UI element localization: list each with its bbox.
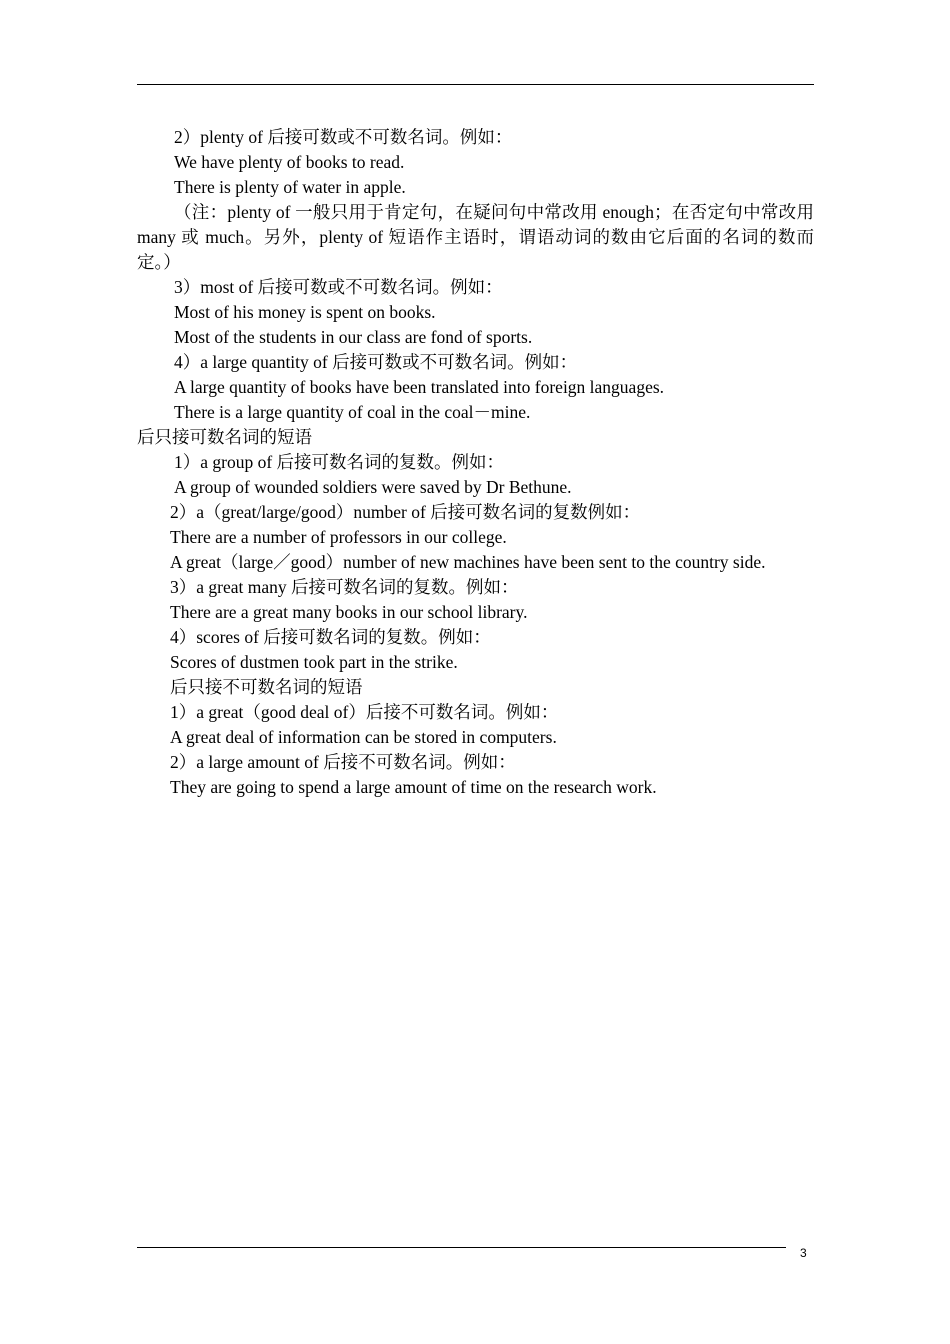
text-line: There is plenty of water in apple.	[174, 177, 406, 197]
text-line: There are a great many books in our school library.	[170, 602, 528, 622]
text-line: 3）most of 后接可数或不可数名词。例如：	[174, 277, 503, 297]
text-line: 1）a group of 后接可数名词的复数。例如：	[174, 452, 505, 472]
text-line: We have plenty of books to read.	[174, 152, 405, 172]
text-line: Most of the students in our class are fond of sports.	[174, 327, 533, 347]
text-line: They are going to spend a large amount of time on the research work.	[170, 777, 657, 797]
text-line: A great（large／good）number of new machines have been sent to the country side.	[170, 552, 766, 572]
text-line: Scores of dustmen took part in the strike.	[170, 652, 458, 672]
text-line: A large quantity of books have been translated into foreign languages.	[174, 377, 665, 397]
text-line: 2）a（great/large/good）number of 后接可数名词的复数例如：	[170, 502, 641, 522]
text-line: 4）scores of 后接可数名词的复数。例如：	[170, 627, 491, 647]
text-line: A group of wounded soldiers were saved by Dr Bethune.	[174, 477, 572, 497]
page-number: 3	[800, 1246, 807, 1260]
section-heading: 后只接不可数名词的短语	[170, 677, 363, 697]
text-line: 2）plenty of 后接可数或不可数名词。例如：	[174, 127, 513, 147]
document-body	[137, 125, 814, 800]
text-line: 1）a great（good deal of）后接不可数名词。例如：	[170, 702, 559, 722]
section-heading: 后只接可数名词的短语	[137, 427, 312, 447]
text-line: Most of his money is spent on books.	[174, 302, 436, 322]
text-line: 4）a large quantity of 后接可数或不可数名词。例如：	[174, 352, 578, 372]
note-paragraph: （注：plenty of 一般只用于肯定句，在疑问句中常改用 enough；在否定句中常改用 many 或 much。另外，plenty of 短语作主语时，谓语动词的数由它后面的名词的数而定。）	[137, 202, 814, 272]
text-line: A great deal of information can be stored in computers.	[170, 727, 557, 747]
text-line: 3）a great many 后接可数名词的复数。例如：	[170, 577, 519, 597]
footer-rule	[137, 1247, 786, 1248]
header-rule	[137, 84, 814, 85]
text-line: There is a large quantity of coal in the coal－mine.	[174, 402, 531, 422]
text-line: 2）a large amount of 后接不可数名词。例如：	[170, 752, 516, 772]
text-line: There are a number of professors in our college.	[170, 527, 507, 547]
